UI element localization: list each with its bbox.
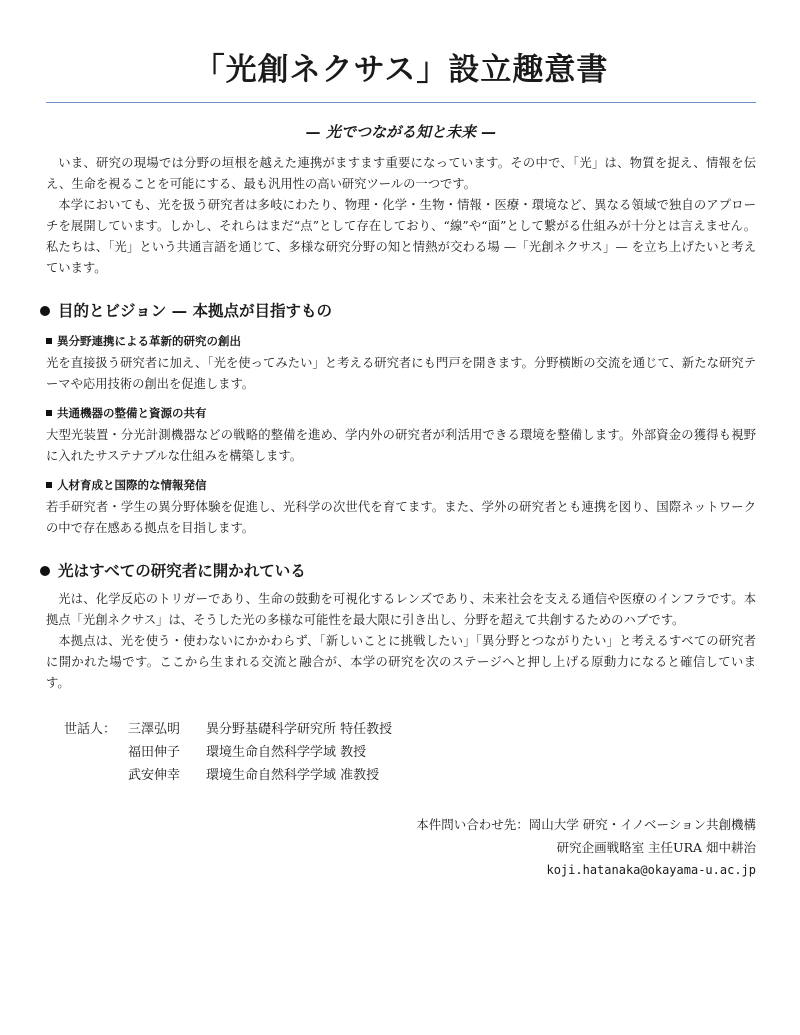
square-bullet-icon bbox=[46, 482, 52, 488]
section-heading-purpose bbox=[40, 299, 756, 323]
staff-label: 世話人： bbox=[64, 722, 117, 737]
document-title: 「光創ネクサス」設立趣意書 bbox=[193, 52, 609, 88]
bullet-dot-icon bbox=[40, 566, 50, 576]
intro-paragraph-2: 本学においても、光を扱う研究者は多岐にわたり、物理・化学・生物・情報・医療・環境など、異なる領域で独自のアプローチを展開しています。しかし、それらはまだ“点”として存在しており、“線”や“面”として繋がる仕組みが十分とは言えません。私たちは、「光」という共通言語を通じて、多様な研究分野の知と情熱が交わる場 —「光創ネクサス」— を立ち上げたいと考えています。 bbox=[46, 198, 756, 275]
staff-row bbox=[64, 764, 756, 787]
sub-heading-talent bbox=[46, 475, 756, 495]
sub-heading-text: 人材育成と国際的な情報発信 bbox=[57, 478, 207, 492]
square-bullet-icon bbox=[46, 410, 52, 416]
section-heading-open bbox=[40, 559, 756, 583]
contact-line-person: 研究企画戦略室 主任URA 畑中耕治 bbox=[556, 840, 756, 855]
sub-heading-collaboration bbox=[46, 331, 756, 351]
staff-name: 武安伸幸 bbox=[128, 768, 181, 783]
contact-email-link[interactable]: koji.hatanaka@okayama-u.ac.jp bbox=[546, 863, 756, 877]
sub-heading-text: 異分野連携による革新的研究の創出 bbox=[57, 334, 241, 348]
staff-name: 三澤弘明 bbox=[128, 722, 181, 737]
staff-list bbox=[64, 718, 756, 787]
staff-affiliation: 環境生命自然科学学域 准教授 bbox=[206, 768, 380, 783]
sub-heading-text: 共通機器の整備と資源の共有 bbox=[57, 406, 207, 420]
equipment-text: 大型光装置・分光計測機器などの戦略的整備を進め、学内外の研究者が利活用できる環境を整備します。外部資金の獲得も視野に入れたサステナブルな仕組みを構築します。 bbox=[46, 428, 756, 463]
staff-name: 福田伸子 bbox=[128, 745, 181, 760]
staff-affiliation: 環境生命自然科学学域 教授 bbox=[206, 745, 367, 760]
contact-line-organization: 本件問い合わせ先：岡山大学 研究・イノベーション共創機構 bbox=[416, 817, 756, 832]
section-heading-text: 目的とビジョン — 本拠点が目指すもの bbox=[58, 302, 332, 320]
contact-block bbox=[46, 813, 756, 882]
staff-affiliation: 異分野基礎科学研究所 特任教授 bbox=[206, 722, 393, 737]
open-paragraph-1: 光は、化学反応のトリガーであり、生命の鼓動を可視化するレンズであり、未来社会を支える通信や医療のインフラです。本拠点「光創ネクサス」は、そうした光の多様な可能性を最大限に引き出し、分野を超えて共創するためのハブです。 bbox=[46, 592, 756, 627]
collaboration-text: 光を直接扱う研究者に加え、「光を使ってみたい」と考える研究者にも門戸を開きます。分野横断の交流を通じて、新たな研究テーマや応用技術の創出を促進します。 bbox=[46, 356, 756, 391]
section-heading-text: 光はすべての研究者に開かれている bbox=[58, 562, 306, 580]
document-page bbox=[46, 40, 756, 882]
intro-paragraph-1: いま、研究の現場では分野の垣根を越えた連携がますます重要になっています。その中で、「光」は、物質を捉え、情報を伝え、生命を視ることを可能にする、最も汎用性の高い研究ツールの一つです。 bbox=[46, 156, 756, 191]
title-divider bbox=[46, 102, 756, 103]
sub-heading-equipment bbox=[46, 403, 756, 423]
open-paragraph-2: 本拠点は、光を使う・使わないにかかわらず、「新しいことに挑戦したい」「異分野とつながりたい」と考えるすべての研究者に開かれた場です。ここから生まれる交流と融合が、本学の研究を次のステージへと押し上げる原動力になると確信しています。 bbox=[46, 634, 756, 690]
document-subtitle: — 光でつながる知と未来 — bbox=[305, 123, 497, 141]
bullet-dot-icon bbox=[40, 306, 50, 316]
talent-text: 若手研究者・学生の異分野体験を促進し、光科学の次世代を育てます。また、学外の研究者とも連携を図り、国際ネットワークの中で存在感ある拠点を目指します。 bbox=[46, 500, 756, 535]
square-bullet-icon bbox=[46, 338, 52, 344]
staff-row bbox=[64, 741, 756, 764]
staff-row bbox=[64, 718, 756, 741]
